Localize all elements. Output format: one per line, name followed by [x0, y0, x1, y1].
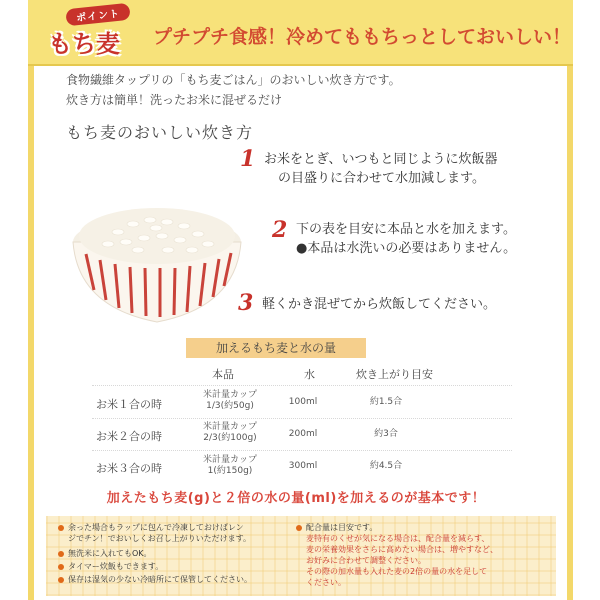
- step-2-line-1: 下の表を目安に本品と水を加えます。: [296, 222, 516, 237]
- table-row-2-label: お米２合の時: [96, 430, 162, 443]
- step-2-number: 2: [272, 217, 288, 243]
- table-row-2-product: [190, 422, 270, 444]
- intro-text: [66, 70, 536, 110]
- table-row-3-label: お米３合の時: [96, 462, 162, 475]
- badge-main-label: もち麦: [48, 29, 120, 58]
- table-row-1-product-line-2: 1/3(約50g): [206, 401, 254, 411]
- table-row-1-label: お米１合の時: [96, 398, 162, 411]
- tip-timer: [58, 561, 163, 572]
- bullet-icon: [58, 525, 64, 531]
- table-row-2-yield: 約3合: [374, 429, 398, 439]
- table-header-product: 本品: [212, 368, 234, 381]
- table-row-3-product-line-2: 1(約150g): [207, 466, 253, 476]
- table-header-yield: 炊き上がり目安: [356, 368, 433, 381]
- table-divider: [92, 450, 512, 451]
- step-3-text: [262, 295, 496, 314]
- step-1-text: [264, 150, 497, 188]
- table-row-3-product-line-1: 米計量カップ: [203, 455, 257, 465]
- tip-ratio-line-2: 麦特有のくせが気になる場合は、配合量を減らす、: [306, 534, 490, 543]
- section-title: もち麦のおいしい炊き方: [66, 123, 254, 142]
- table-divider: [92, 418, 512, 419]
- tip-leftover-line-1: 余った場合もラップに包んで冷凍しておけばレン: [68, 523, 244, 532]
- tip-timer-text: タイマー炊飯もできます。: [68, 562, 164, 571]
- bullet-icon: [58, 564, 64, 570]
- step-2-line-2: ●本品は水洗いの必要はありません。: [296, 241, 517, 256]
- point-badge: [48, 6, 152, 64]
- tip-ratio-line-4: お好みに合わせて調整ください。: [306, 556, 426, 565]
- intro-line-2: 炊き方は簡単！洗ったお米に混ぜるだけ: [66, 93, 283, 107]
- tip-wash-free: [58, 548, 152, 559]
- footer-note: 加えたもち麦(g)と２倍の水の量(ml)を加えるのが基本です！: [106, 491, 486, 506]
- table-row-3-product: [190, 455, 270, 477]
- table-row-1-water: 100ml: [288, 397, 318, 407]
- bullet-icon: [58, 551, 64, 557]
- tip-wash-free-text: 無洗米に入れてもOK。: [68, 549, 152, 558]
- tip-ratio-line-1: 配合量は目安です。: [306, 523, 378, 532]
- bullet-icon: [296, 525, 302, 531]
- step-3-number: 3: [238, 290, 254, 316]
- intro-line-1: 食物繊維タップリの「もち麦ごはん」のおいしい炊き方です。: [66, 73, 401, 87]
- tip-leftover-line-2: ジでチン！でおいしくお召し上がりいただけます。: [68, 534, 251, 543]
- table-divider: [92, 385, 512, 386]
- table-row-1-product-line-1: 米計量カップ: [203, 390, 257, 400]
- rice-bowl-image: [68, 182, 246, 332]
- table-row-1-yield: 約1.5合: [369, 397, 403, 407]
- tip-ratio-line-3: 麦の栄養効果をさらに高めたい場合は、増やすなど、: [306, 545, 498, 554]
- table-header-water: 水: [304, 368, 315, 381]
- table-row-2-product-line-1: 米計量カップ: [203, 422, 257, 432]
- table-title: 加えるもち麦と水の量: [186, 338, 366, 358]
- table-row-1-product: [190, 390, 270, 412]
- step-3-line-1: 軽くかき混ぜてから炊飯してください。: [262, 297, 497, 312]
- step-2-text: [296, 220, 516, 258]
- tip-ratio: [296, 522, 536, 588]
- tip-ratio-line-5: その際の加水量も入れた麦の2倍の量の水を足して: [306, 567, 488, 576]
- table-row-2-product-line-2: 2/3(約100g): [203, 433, 257, 443]
- table-row-2-water: 200ml: [288, 429, 318, 439]
- tip-ratio-line-6: ください。: [306, 578, 346, 587]
- tip-storage: [58, 574, 252, 585]
- step-1-number: 1: [240, 146, 256, 172]
- bullet-icon: [58, 577, 64, 583]
- step-1-line-1: お米をとぎ、いつもと同じように炊飯器: [264, 152, 498, 167]
- table-row-3-water: 300ml: [288, 461, 318, 471]
- tip-leftover: [58, 522, 288, 544]
- tagline: プチプチ食感！冷めてももちっとしておいしい！: [153, 26, 572, 48]
- step-1-line-2: の目盛りに合わせて水加減します。: [278, 171, 485, 186]
- tip-storage-text: 保存は湿気の少ない冷暗所にて保管してください。: [68, 575, 252, 584]
- table-row-3-yield: 約4.5合: [369, 461, 403, 471]
- badge-small-label: ポイント: [65, 3, 130, 27]
